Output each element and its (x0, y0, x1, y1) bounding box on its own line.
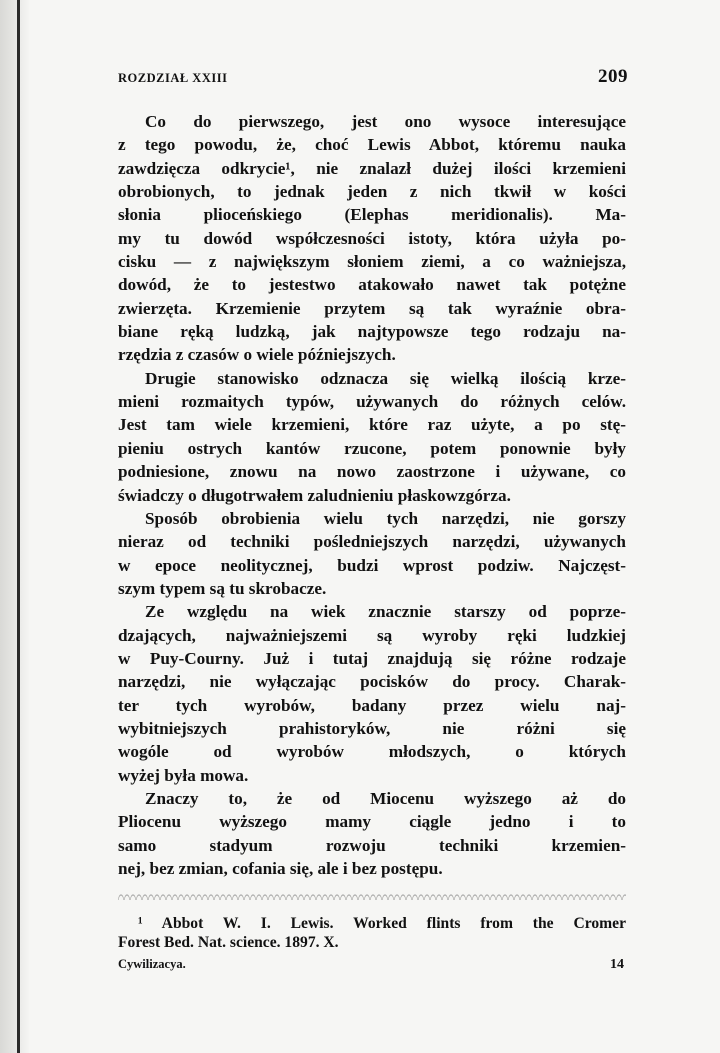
text-line: mieni rozmaitych typów, używanych do różnych celów. (118, 392, 626, 412)
book-gutter-line (17, 0, 20, 1053)
text-line: wogóle od wyrobów młodszych, o których (118, 742, 626, 762)
text-line: Jest tam wiele krzemieni, które raz użyte, a po stę- (118, 415, 626, 435)
paragraph-2 (118, 367, 626, 507)
paragraph-4 (118, 600, 626, 787)
footnote (118, 914, 626, 952)
text-line: szym typem są tu skrobacze. (118, 578, 327, 598)
text-line: Drugie stanowisko odznacza się wielką ilością krze- (145, 368, 626, 388)
text-line: wybitniejszych prahistoryków, nie różni się (118, 718, 626, 738)
footnote-line: Forest Bed. Nat. science. 1897. X. (118, 934, 339, 952)
signature-number: 14 (610, 957, 624, 973)
text-line: słonia plioceńskiego (Elephas meridionalis). Ma- (118, 205, 626, 225)
text-line: narzędzi, nie wyłączając pocisków do procy. Charak- (118, 672, 626, 692)
text-line: w Puy-Courny. Już i tutaj znajdują się różne rodzaje (118, 648, 626, 668)
book-page (118, 66, 626, 973)
footnote-divider (118, 894, 626, 900)
text-line: rzędzia z czasów o wiele późniejszych. (118, 345, 396, 365)
text-line: cisku — z największym słoniem ziemi, a co ważniejsza, (118, 252, 626, 272)
text-line: w epoce neolitycznej, budzi wprost podziw. Najczęst- (118, 555, 626, 575)
text-line: dowód, że to jestestwo atakowało nawet tak potężne (118, 275, 626, 295)
paragraph-5 (118, 787, 626, 880)
text-line: ter tych wyrobów, badany przez wielu naj- (118, 695, 626, 715)
text-line: pieniu ostrych kantów rzucone, potem ponownie były (118, 438, 626, 458)
text-line: świadczy o długotrwałem zaludnieniu płaskowzgórza. (118, 485, 511, 505)
text-line: nej, bez zmian, cofania się, ale i bez postępu. (118, 859, 443, 878)
text-line: z tego powodu, że, choć Lewis Abbot, któremu nauka (118, 135, 626, 155)
text-line: Znaczy to, że od Miocenu wyższego aż do (145, 788, 626, 808)
page-number: 209 (598, 66, 628, 87)
text-line: zwierzęta. Krzemienie przytem są tak wyraźnie obra- (118, 298, 626, 318)
text-line: podniesione, znowu na nowo zaostrzone i używane, co (118, 462, 626, 482)
printer-signature (118, 957, 626, 973)
text-line: obrobionych, to jednak jeden z nich tkwił w kości (118, 182, 626, 202)
paragraph-3 (118, 507, 626, 600)
text-line: samo stadyum rozwoju techniki krzemien- (118, 835, 626, 855)
text-line: wyżej była mowa. (118, 765, 249, 785)
book-spine-shadow (0, 0, 30, 1053)
paragraph-1 (118, 110, 626, 367)
text-line: my tu dowód współczesności istoty, która użyła po- (118, 228, 626, 248)
running-head (118, 66, 626, 88)
text-line: Pliocenu wyższego mamy ciągle jedno i to (118, 812, 626, 832)
footnote-line: ¹ Abbot W. I. Lewis. Worked flints from the Cromer (138, 915, 626, 933)
text-line: Ze względu na wiek znacznie starszy od poprze- (145, 602, 626, 622)
signature-title: Cywilizacya. (118, 957, 186, 972)
body-text (118, 110, 626, 880)
text-line: Co do pierwszego, jest ono wysoce interesujące (145, 112, 626, 131)
text-line: biane ręką ludzką, jak najtypowsze tego rodzaju na- (118, 322, 626, 342)
chapter-title: ROZDZIAŁ XXIII (118, 71, 228, 85)
text-line: nieraz od techniki pośledniejszych narzędzi, używanych (118, 532, 626, 552)
text-line: Sposób obrobienia wielu tych narzędzi, nie gorszy (145, 508, 626, 528)
text-line: zawdzięcza odkrycie¹, nie znalazł dużej ilości krzemieni (118, 158, 626, 178)
text-line: dzających, najważniejszemi są wyroby ręki ludzkiej (118, 625, 626, 645)
